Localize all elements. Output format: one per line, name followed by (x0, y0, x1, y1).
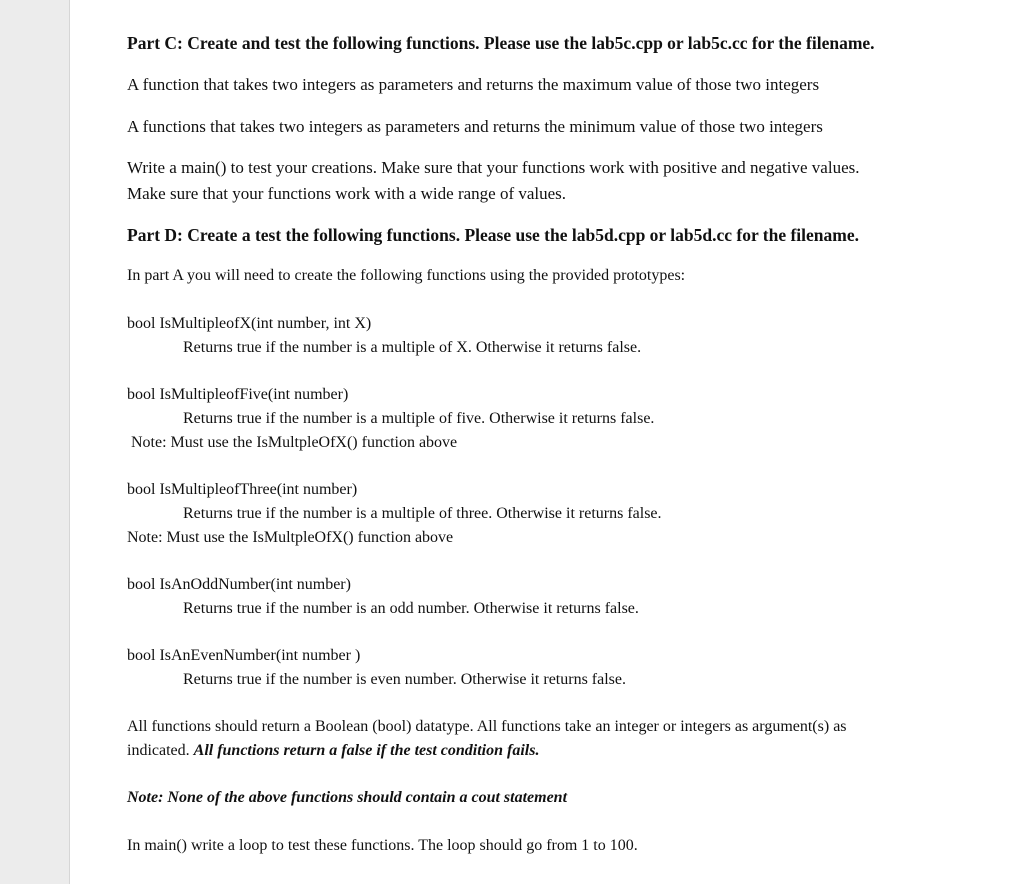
main-test-line-1: Write a main() to test your creations. Make sure that your functions work with positive and negative values. (127, 158, 860, 177)
function-signature: bool IsMultipleofThree(int number) (127, 481, 358, 498)
function-description: Returns true if the number is a multiple of five. Otherwise it returns false. (183, 410, 655, 427)
max-function-text: A function that takes two integers as parameters and returns the maximum value of those two integers (127, 75, 820, 94)
left-gutter (0, 0, 70, 884)
part-d-heading: Part D: Create a test the following functions. Please use the lab5d.cpp or lab5d.cc for the filename. (127, 225, 860, 245)
part-c-heading: Part C: Create and test the following functions. Please use the lab5c.cpp or lab5c.cc for the filename. (127, 33, 875, 53)
main-test-line-2: Make sure that your functions work with a wide range of values. (127, 184, 567, 203)
all-functions-line-1: All functions should return a Boolean (bool) datatype. All functions take an integer or integers as argument(s) as (127, 718, 847, 735)
all-functions-emphasis: All functions return a false if the test condition fails. (193, 742, 540, 759)
function-signature: bool IsAnEvenNumber(int number ) (127, 647, 361, 664)
function-signature: bool IsAnOddNumber(int number) (127, 576, 351, 593)
function-description: Returns true if the number is a multiple of X. Otherwise it returns false. (183, 339, 642, 356)
loop-instruction: In main() write a loop to test these functions. The loop should go from 1 to 100. (127, 837, 638, 854)
function-description: Returns true if the number is a multiple of three. Otherwise it returns false. (183, 505, 662, 522)
function-signature: bool IsMultipleofX(int number, int X) (127, 315, 372, 332)
note-no-cout: Note: None of the above functions should contain a cout statement (127, 789, 568, 806)
function-note: Note: Must use the IsMultpleOfX() function above (127, 529, 454, 546)
part-d-intro: In part A you will need to create the following functions using the provided prototypes: (127, 267, 686, 284)
function-signature: bool IsMultipleofFive(int number) (127, 386, 349, 403)
function-description: Returns true if the number is an odd number. Otherwise it returns false. (183, 600, 639, 617)
function-note: Note: Must use the IsMultpleOfX() function above (131, 434, 458, 451)
all-functions-plain: indicated. (127, 742, 194, 759)
min-function-text: A functions that takes two integers as parameters and returns the minimum value of those two integers (127, 117, 823, 136)
document-page (70, 0, 1024, 884)
all-functions-line-2 (127, 741, 539, 761)
function-description: Returns true if the number is even number. Otherwise it returns false. (183, 671, 626, 688)
